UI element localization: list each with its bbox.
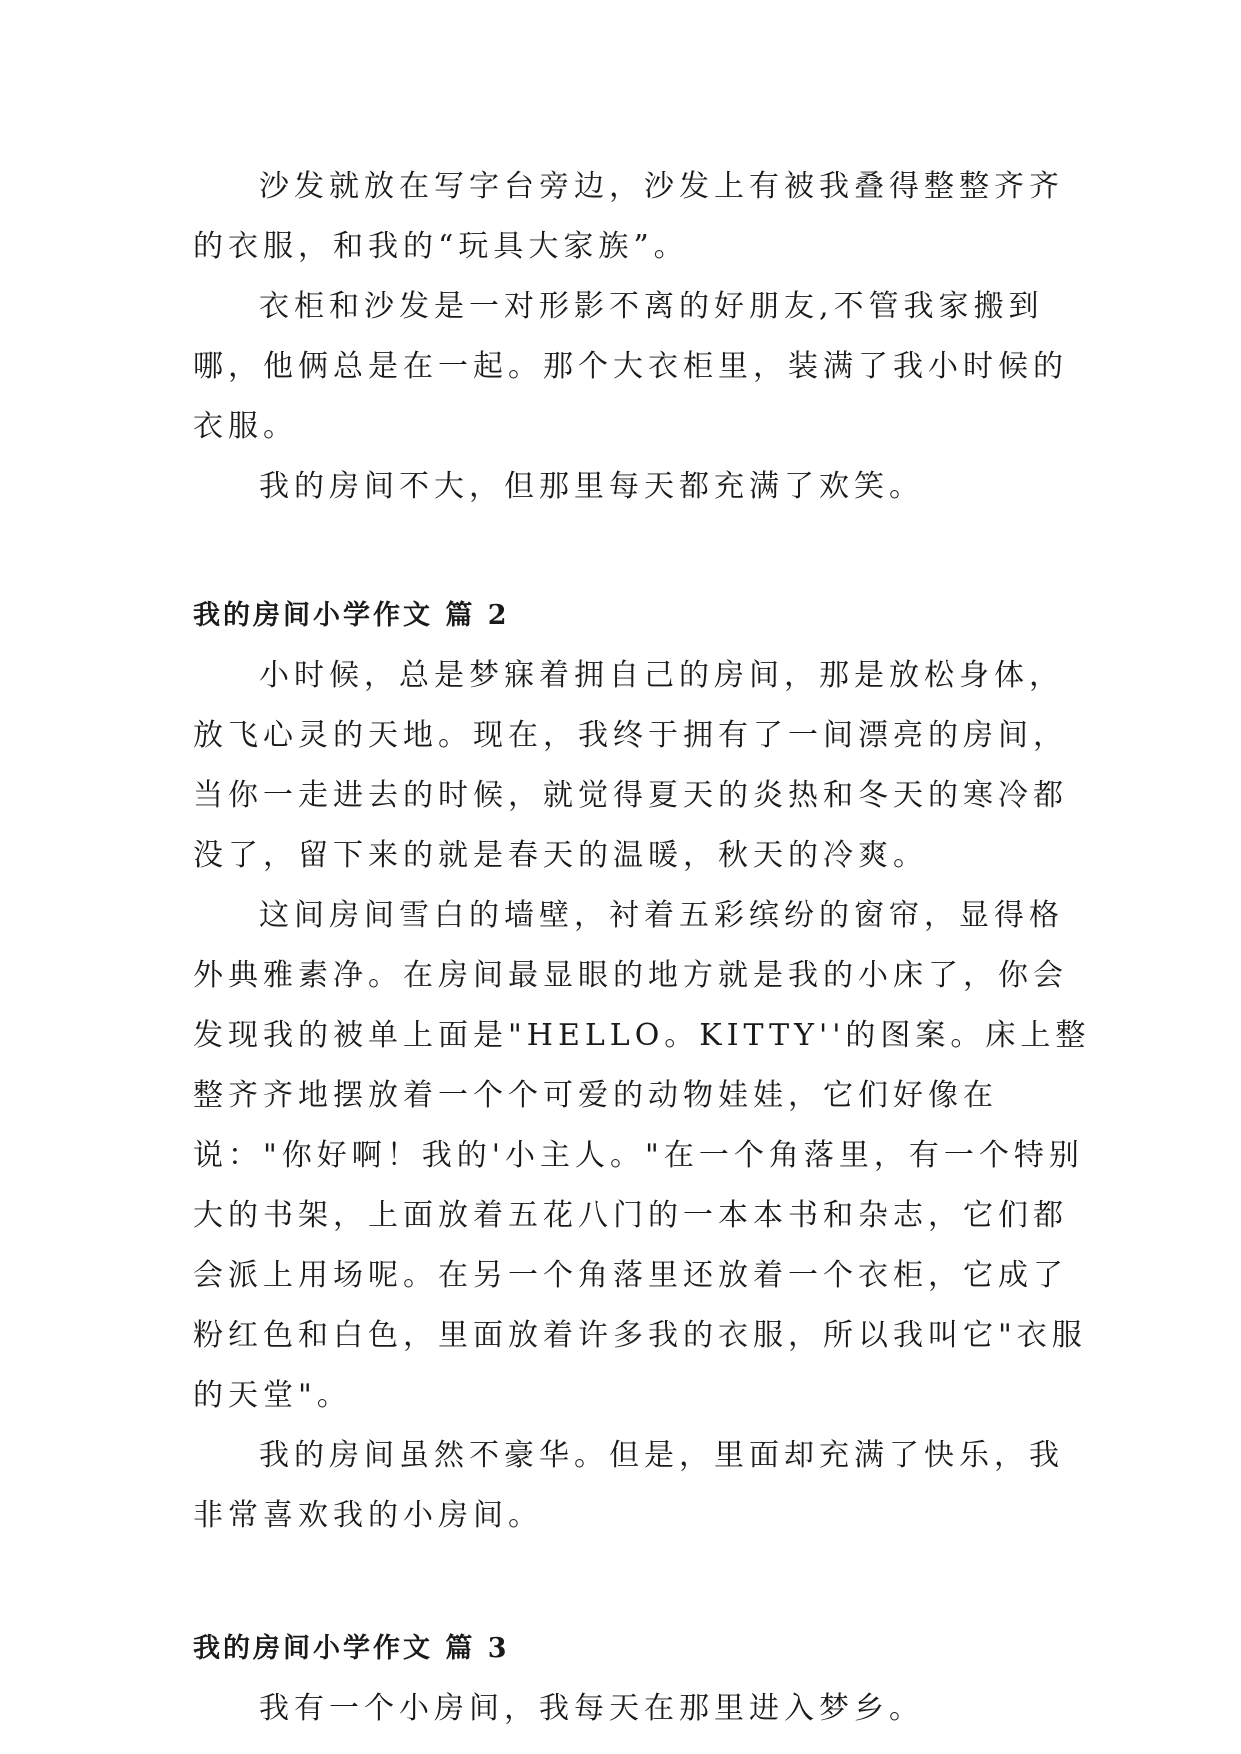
paragraph: 小时候，总是梦寐着拥自己的房间，那是放松身体，放飞心灵的天地。现在，我终于拥有了一间漂亮的房间，当你一走进去的时候，就觉得夏天的炎热和冬天的寒冷都没了，留下来的就是春天的温暖，秋天的冷爽。	[193, 658, 1068, 873]
paragraph: 沙发就放在写字台旁边，沙发上有被我叠得整整齐齐的衣服，和我的“玩具大家族”。	[193, 169, 1064, 264]
paragraph: 我的房间虽然不豪华。但是，里面却充满了快乐，我非常喜欢我的小房间。	[193, 1438, 1064, 1533]
paragraph: 我的房间不大，但那里每天都充满了欢笑。	[259, 469, 924, 504]
paragraph: 这间房间雪白的墙壁，衬着五彩缤纷的窗帘，显得格外典雅素净。在房间最显眼的地方就是我的小床了，你会发现我的被单上面是"HELLO。KITTY''的图案。床上整整齐齐地摆放着一个个可爱的动物娃娃，它们好像在说："你好啊！我的'小主人。"在一个角落里，有一个特别大的书架，上面放着五花八门的一本本书和杂志，它们都会派上用场呢。在另一个角落里还放着一个衣柜，它成了粉红色和白色，里面放着许多我的衣服，所以我叫它"衣服的天堂"。	[193, 898, 1091, 1413]
section-heading: 我的房间小学作文 篇 3	[193, 1633, 510, 1664]
document-page	[193, 157, 1093, 1739]
paragraph: 我有一个小房间，我每天在那里进入梦乡。	[259, 1691, 924, 1726]
section-heading: 我的房间小学作文 篇 2	[193, 600, 510, 631]
paragraph: 衣柜和沙发是一对形影不离的好朋友,不管我家搬到哪，他俩总是在一起。那个大衣柜里，装满了我小时候的衣服。	[193, 289, 1068, 444]
